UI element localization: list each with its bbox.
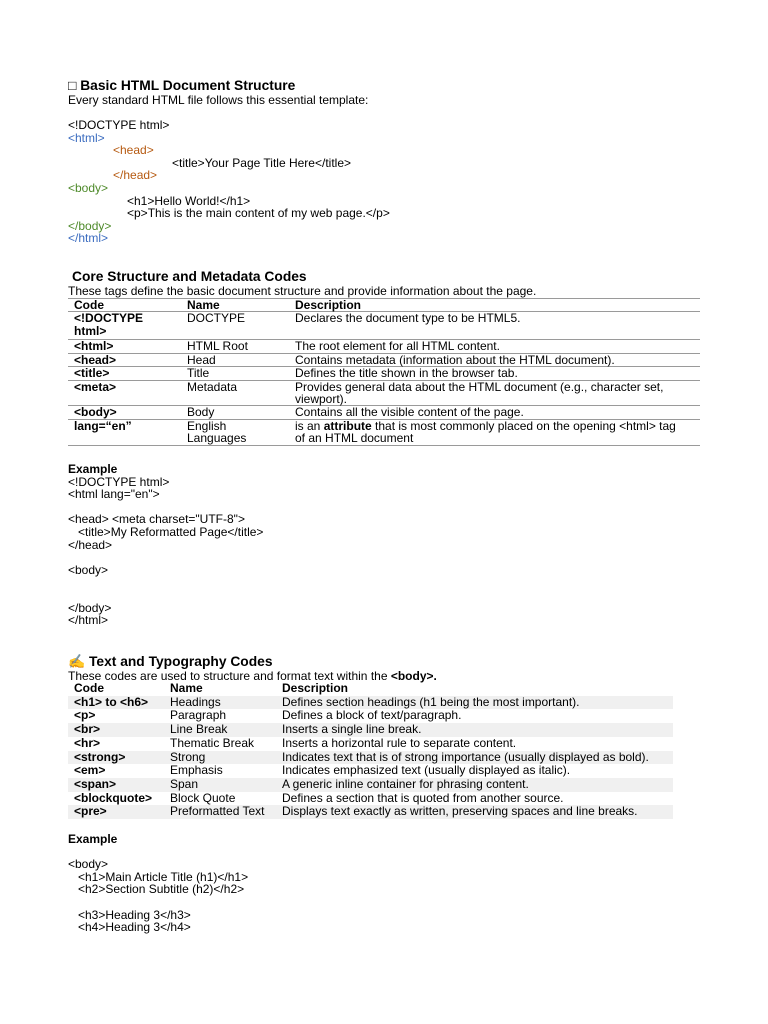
code-line: </body> (68, 218, 112, 233)
section-text-typography (68, 654, 437, 683)
code-line: </head> (113, 168, 158, 183)
code-line: <p>This is the main content of my web page.</p> (127, 206, 390, 221)
table-row: <em> Emphasis Indicates emphasized text (usually displayed as italic). (74, 763, 571, 778)
code-line (68, 896, 248, 909)
code-line: <body> (68, 562, 109, 577)
section-intro: These tags define the basic document structure and provide information about the page. (68, 284, 537, 298)
section-core-structure (68, 269, 536, 298)
code-line: <head> <meta charset="UTF-8"> (68, 512, 245, 527)
code-line: </html> (68, 231, 109, 246)
table-row: <hr> Thematic Break Inserts a horizontal rule to separate content. (74, 735, 517, 750)
code-line: <h4>Heading 3</h4> (68, 920, 191, 935)
code-line: <!DOCTYPE html> (68, 474, 170, 489)
table-row: <!DOCTYPE html> DOCTYPE Declares the document type to be HTML5. (68, 312, 700, 340)
table-row: <head> Head Contains metadata (information about the HTML document). (68, 353, 700, 366)
code-template (68, 119, 390, 245)
example-label: Example (68, 832, 118, 846)
header-name: Name (181, 299, 289, 312)
code-line: <h2>Section Subtitle (h2)</h2> (68, 882, 245, 897)
code-line: <h1>Hello World!</h1> (127, 193, 251, 208)
header-code: Code (68, 299, 181, 312)
table-header-row (68, 682, 673, 696)
table-row: <strong> Strong Indicates text that is of strong importance (usually displayed as bold). (68, 751, 673, 765)
writing-hand-icon: ✍ (68, 654, 86, 669)
table-row: <meta> Metadata Provides general data about the HTML document (e.g., character set, viewport). (68, 380, 700, 406)
code-line: <head> (113, 143, 154, 158)
core-structure-table (68, 298, 700, 446)
section-basic-structure (68, 78, 368, 107)
table-row: <body> Body Contains all the visible content of the page. (68, 406, 700, 419)
code-line (68, 576, 263, 589)
table-row: <p> Paragraph Defines a block of text/paragraph. (74, 708, 462, 723)
section-title: □ Basic HTML Document Structure (68, 78, 296, 93)
code-line: <h3>Heading 3</h3> (68, 907, 191, 922)
header-name: Name (170, 681, 203, 695)
code-line: </html> (68, 613, 109, 628)
code-line (68, 589, 263, 602)
header-description: Description (289, 299, 700, 312)
table-row: lang=“en” English Languages is an attribute that is most commonly placed on the opening <html> tag of an HTML document (68, 419, 700, 445)
header-code: Code (74, 681, 104, 695)
section-title: ✍ Text and Typography Codes (68, 654, 273, 669)
table-row: <h1> to <h6> Headings Defines section headings (h1 being the most important). (68, 696, 673, 710)
example-block-1 (68, 463, 263, 627)
code-line: <title>My Reformatted Page</title> (68, 524, 264, 539)
code-line: <body> (68, 857, 109, 872)
table-header-row (68, 299, 700, 312)
typography-table (68, 682, 673, 819)
code-line: <title>Your Page Title Here</title> (172, 155, 352, 170)
table-row: <span> Span A generic inline container for phrasing content. (68, 778, 673, 792)
code-line: </body> (68, 600, 112, 615)
example-block-2 (68, 833, 248, 934)
code-line: <body> (68, 180, 109, 195)
table-row: <br> Line Break Inserts a single line break. (68, 723, 673, 737)
code-line: <!DOCTYPE html> (68, 118, 170, 132)
example-label: Example (68, 462, 118, 476)
table-row: <html> HTML Root The root element for all HTML content. (68, 340, 700, 353)
code-line (68, 551, 263, 564)
box-icon: □ (68, 78, 77, 93)
code-line: <h1>Main Article Title (h1)</h1> (68, 869, 249, 884)
code-line: </head> (68, 537, 113, 552)
code-line: <html> (68, 130, 105, 145)
header-description: Description (282, 681, 349, 695)
section-intro: These codes are used to structure and format text within the <body>. (68, 669, 437, 683)
table-row: <pre> Preformatted Text Displays text exactly as written, preserving spaces and line breaks. (68, 805, 673, 819)
code-line: <html lang="en"> (68, 487, 160, 502)
section-title: Core Structure and Metadata Codes (72, 269, 307, 284)
section-intro: Every standard HTML file follows this essential template: (68, 93, 369, 107)
table-row: <blockquote> Block Quote Defines a section that is quoted from another source. (74, 790, 564, 805)
table-row: <title> Title Defines the title shown in the browser tab. (68, 367, 700, 380)
